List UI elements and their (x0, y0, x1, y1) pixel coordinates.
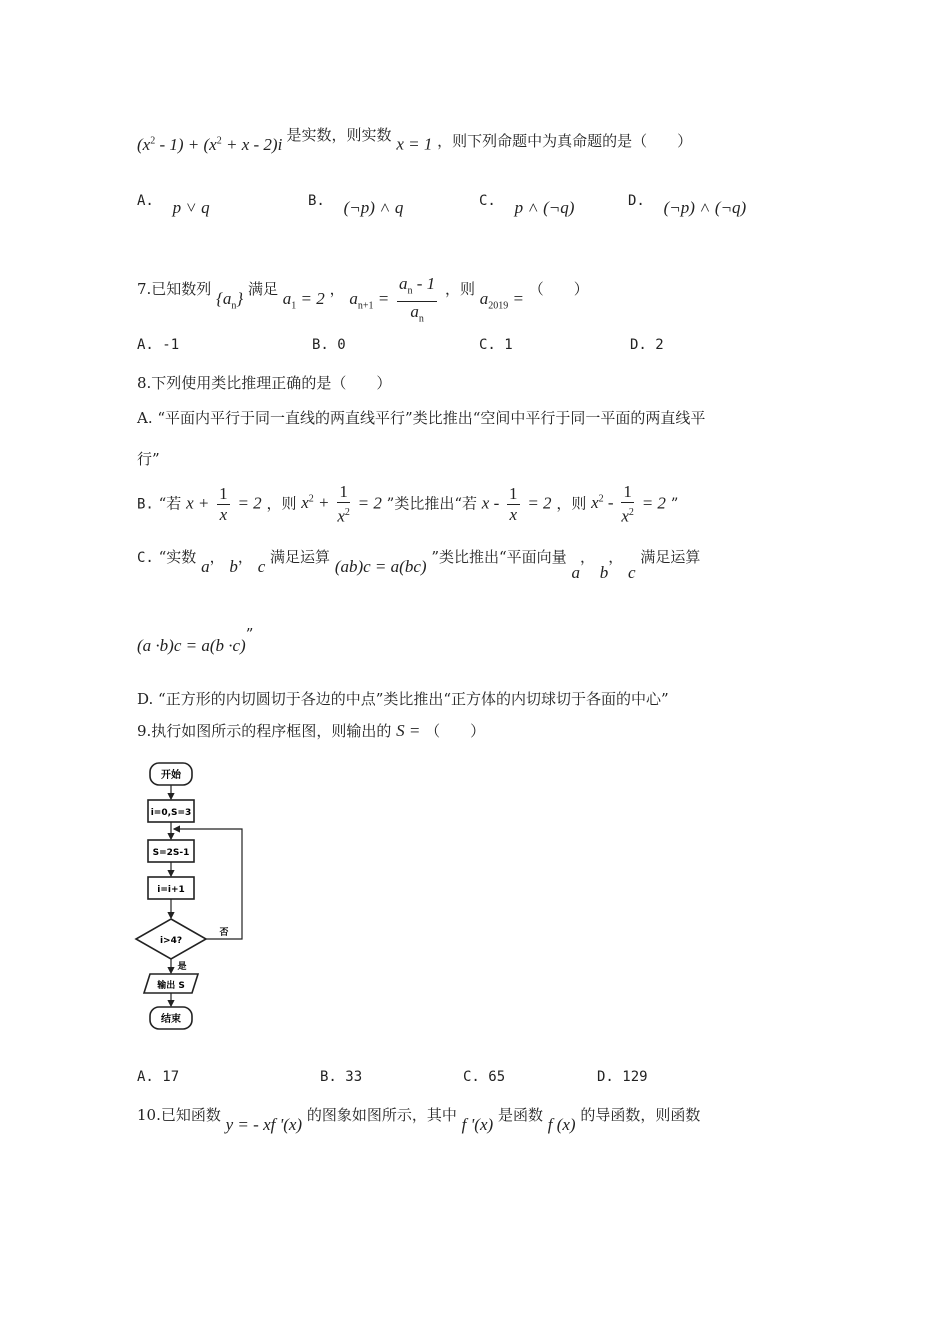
flow-cond-label: i>4? (159, 936, 183, 946)
q9-stem: 9.执行如图所示的程序框图，则输出的 S = （ ） (137, 721, 486, 740)
q9-option-a[interactable]: A. 17 (137, 1069, 180, 1085)
q8-option-b[interactable]: B. “若 x + $\frac{1}{x}$ = 2 ，则 $x^2$ + $\frac{1}{x^2}$ = 2 ”类比推出“若 x - $\frac{1}{x}$ = 2 ，则 $x^2$ - $\frac{1}{x^2}$ = 2 ” (137, 482, 679, 526)
flow-init-label: i=0,S=3 (150, 808, 192, 818)
q8-option-c[interactable]: C. “实数 a， b， c 满足运算 (ab)c = a(bc) ”类比推出“平面向量 a， b， c 满足运算 (137, 548, 701, 582)
q8-option-a-line2: 行” (137, 450, 160, 468)
q7-stem: 7.已知数列 $\{a_n\}$ 满足 $a_1 = 2$ ， $a_{n+1}$ = $\frac{a_n - 1}{a_n}$ ，则 $a_{2019}$ = （ ） (137, 262, 589, 318)
flow-step1-label: S=2S-1 (152, 848, 190, 858)
q6-expr: $(x^2 - 1) + (x^2 + x - 2)i$ (137, 134, 283, 154)
q6-option-b[interactable]: B. (¬p) ˄ q (308, 193, 404, 217)
q8-option-c-line2: (a ·b)c = a(b ·c)” (137, 625, 254, 655)
q8-option-d[interactable]: D. “正方形的内切圆切于各边的中点”类比推出“正方体的内切球切于各面的中心” (137, 690, 669, 708)
q7-option-a[interactable]: A. -1 (137, 337, 180, 353)
q9-flowchart (130, 755, 260, 1040)
q9-option-d[interactable]: D. 129 (597, 1069, 648, 1085)
q7-option-c[interactable]: C. 1 (479, 337, 513, 353)
q6-option-c[interactable]: C. p ˄ (¬q) (479, 193, 575, 217)
flow-no-label: 否 (219, 928, 229, 938)
flow-yes-label: 是 (177, 962, 187, 972)
q8-stem: 8.下列使用类比推理正确的是（ ） (137, 374, 392, 392)
flow-output-label: 输出 S (157, 981, 185, 991)
flow-start-label: 开始 (161, 770, 181, 781)
flow-end-label: 结束 (161, 1014, 181, 1025)
q7-option-b[interactable]: B. 0 (312, 337, 346, 353)
q7-option-d[interactable]: D. 2 (630, 337, 664, 353)
q6-option-d[interactable]: D. (¬p) ˄ (¬q) (628, 193, 747, 217)
q8-option-a-line1[interactable]: A. “平面内平行于同一直线的两直线平行”类比推出“空间中平行于同一平面的两直线平 (137, 409, 706, 427)
q7-fraction: $\frac{a_n - 1}{a_n}$ (399, 274, 436, 325)
q6-option-a[interactable]: A. p ˅ q (137, 193, 210, 217)
flow-step2-label: i=i+1 (157, 885, 185, 895)
q10-stem: 10.已知函数 y = - xf '(x) 的图象如图所示，其中 f '(x) 是函数 f (x) 的导函数，则函数 (137, 1106, 701, 1134)
q9-option-b[interactable]: B. 33 (320, 1069, 363, 1085)
q6-stem: $(x^2 - 1) + (x^2 + x - 2)i$ 是实数，则实数 x = 1 ，则下列命题中为真命题的是（ ） (137, 125, 693, 154)
q9-option-c[interactable]: C. 65 (463, 1069, 506, 1085)
